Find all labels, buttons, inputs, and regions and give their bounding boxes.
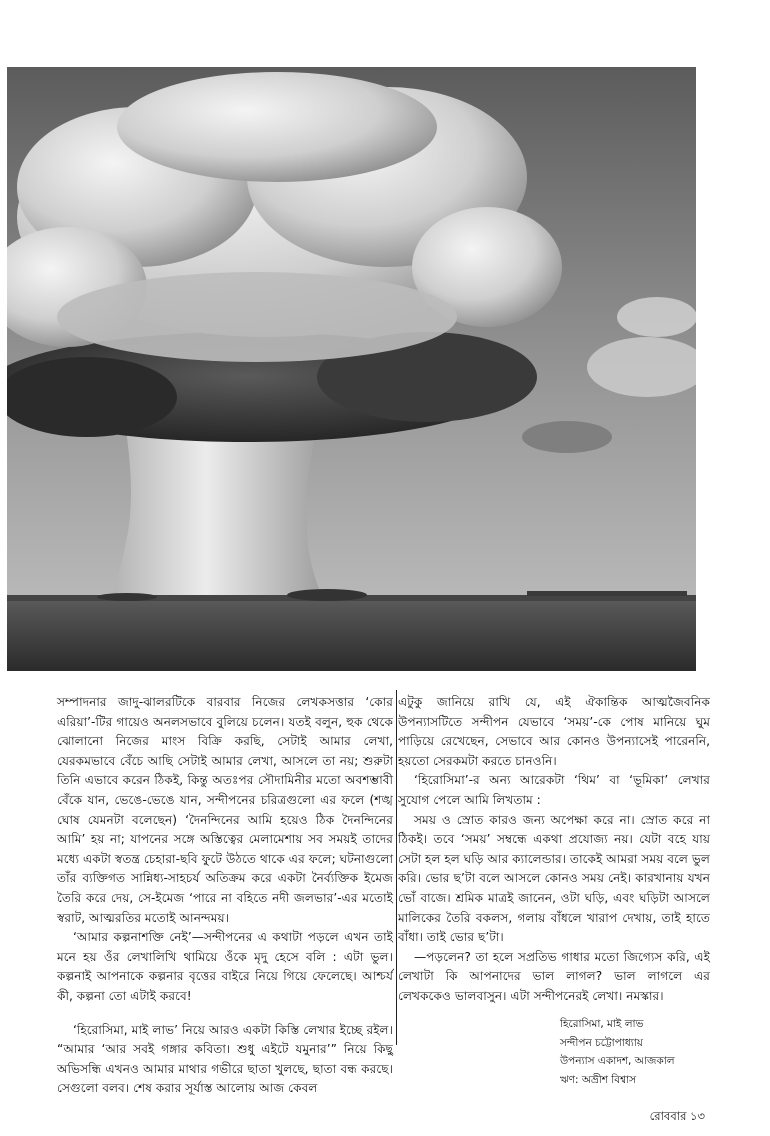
- left-paragraph-1: সম্পাদনার জাদু-ঝালরটিকে বারবার নিজের লেখকসত্তার ‘কোর এরিয়া’-টির গায়েও অনলসভাবে বুলিয়ে চলেন। যতই বলুন, হুক থেকে ঝোলানো নিজের মাংস বিক্রি করছি, সেটাই আমার লেখা, যেরকমভাবে বেঁচে আছি সেটাই আমার লেখা, আসলে তা নয়; শুরুটা তিনি এভাবে করেন ঠিকই, কিন্তু অতঃপর সৌদামিনীর মতো অবশম্ভাবী বেঁকে যান, ভেঙে-ভেঙে যান, সন্দীপনের চরিত্রগুলো এর ফলে (শঙ্খ ঘোষ যেমনটা বলেছেন) ‘দৈনন্দিনের আমি হয়েও ঠিক দৈনন্দিনের আমি’ হয় না; যাপনের সঙ্গে অস্তিত্বের মেলামেশায় সব সময়ই তাদের মধ্যে একটা স্বতন্ত্র চেহারা-ছবি ফুটে উঠতে থাকে এর ফলে; ঘটনাগুলো তাঁর ব্যক্তিগত সান্নিধ্য-সাহচর্য অতিক্রম করে একটা নৈর্ব্যক্তিক ইমেজ তৈরি করে দেয়, সে-ইমেজ ‘পারে না বহিতে নদী জলভার’-এর মতোই স্বরাট, আত্মরতির মতোই আনন্দময়।: [57, 695, 393, 925]
- left-paragraph-2: ‘আমার কল্পনাশক্তি নেই’—সন্দীপনের এ কথাটা পড়লে এখন তাই মনে হয় ওঁর লেখালিখি থামিয়ে ওঁকে মৃদু হেসে বলি : এটা ভুল। কল্পনাই আপনাকে কল্পনার বৃত্তের বাইরে নিয়ে গিয়ে ফেলেছে। আশ্চর্য কী, কল্পনা তো এটাই করবে!: [57, 930, 393, 1003]
- right-paragraph-2: ‘হিরোসিমা’-র অন্য আরেকটা ‘থিম’ বা ‘ভূমিকা’ লেখার সুযোগ পেলে আমি লিখতাম :: [398, 773, 710, 807]
- credits-block: [560, 1015, 700, 1089]
- right-paragraph-1: এটুকু জানিয়ে রাখি যে, এই ঐকান্তিক আত্মজৈবনিক উপন্যাসটিতে সন্দীপন যেভাবে ‘সময়’-কে পোষ মানিয়ে ঘুম পাড়িয়ে রেখেছেন, সেভাবে আর কোনও উপন্যাসেই পারেননি, হয়তো সেরকমটা করতে চানওনি।: [398, 695, 710, 768]
- credit-line-acknowledgement: ঋণ: অভ্রীশ বিশ্বাস: [560, 1073, 637, 1086]
- right-column: [398, 693, 710, 1007]
- credit-line-publisher: উপন্যাস একাদশ, আজকাল: [560, 1055, 675, 1067]
- right-paragraph-3: সময় ও স্রোত কারও জন্য অপেক্ষা করে না। স্রোত করে না ঠিকই। তবে ‘সময়’ সম্বন্ধে একথা প্রযোজ্য নয়। যেটা বহে যায় সেটা হল হল ঘড়ি আর ক্যালেন্ডার। তাকেই আমরা সময় বলে ভুল করি। ভোর ছ’টা বলে আসলে কোনও সময় নেই। কারখানায় যখন ভোঁ বাজে। শ্রমিক মাত্রই জানেন, ওটা ঘড়ি, এবং ঘড়িটা আসলে মালিকের তৈরি বকলস, গলায় বাঁধলে খারাপ দেখায়, তাই হাতে বাঁধা। তাই ভোর ছ’টা।: [398, 812, 710, 945]
- right-paragraph-4: —পড়লেন? তা হলে সপ্রতিভ গাধার মতো জিগ্যেস করি, এই লেখাটা কি আপনাদের ভাল লাগল? ভাল লাগলে এর লেখককেও ভালবাসুন। এটা সন্দীপনেরই লেখা। নমস্কার।: [398, 949, 710, 1003]
- page-folio: রোববার ১৩: [649, 1109, 705, 1123]
- credit-line-title: হিরোসিমা, মাই লাভ: [560, 1018, 644, 1030]
- left-column: [57, 693, 393, 1099]
- credit-line-author: সন্দীপন চট্টোপাধ্যায়: [560, 1036, 643, 1049]
- column-divider: [396, 690, 397, 1045]
- left-paragraph-3: ‘হিরোসিমা, মাই লাভ’ নিয়ে আরও একটা কিস্তি লেখার ইচ্ছে রইল। “আমার ‘আর সবই গঙ্গার কবিতা। শুধু এইটে যমুনার’” নিয়ে কিছু অভিসন্ধি এখনও আমার মাথার গভীরে ছাতা খুলছে, ছাতা বন্ধ করছে। সেগুলো বলব। শেষ করার সূর্যাস্ত আলোয় আজ কেবল: [57, 1022, 393, 1096]
- mushroom-cloud-photo: [7, 67, 696, 671]
